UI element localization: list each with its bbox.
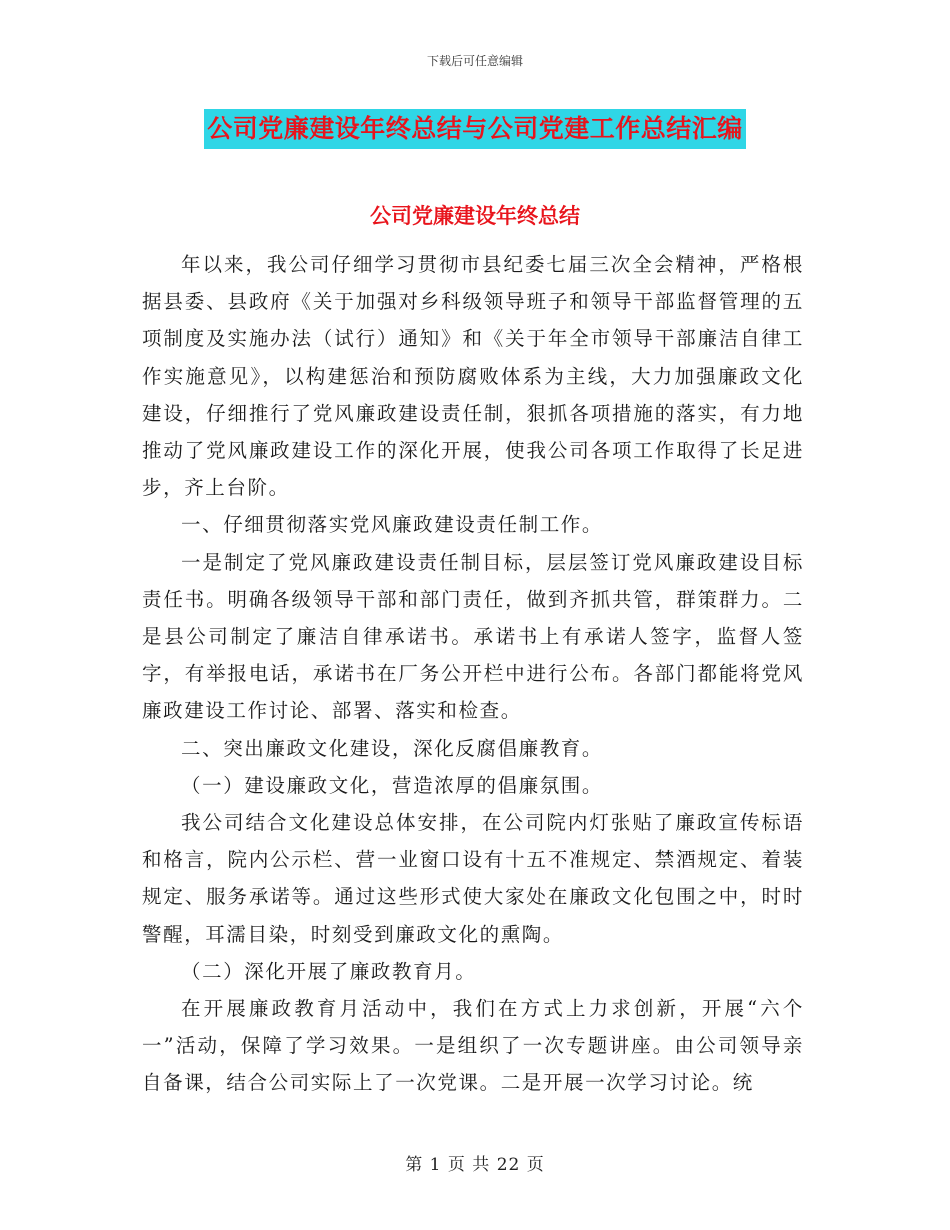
paragraph-heading-1: 一、仔细贯彻落实党风廉政建设责任制工作。	[181, 513, 604, 537]
section-title: 公司党廉建设年终总结	[370, 204, 580, 228]
paragraph-subheading-1: （一）建设廉政文化，营造浓厚的倡廉氛围。	[181, 773, 604, 797]
paragraph-culture: 我公司结合文化建设总体安排，在公司院内灯张贴了廉政宣传标语和格言，院内公示栏、营一业窗口设有十五不准规定、禁酒规定、着装规定、服务承诺等。通过这些形式使大家处在廉政文化包围之中，时时警醒，耳濡目染，时刻受到廉政文化的熏陶。	[142, 811, 804, 946]
paragraph-subheading-2: （二）深化开展了廉政教育月。	[181, 959, 477, 983]
document-body	[142, 246, 804, 1102]
main-title-container	[0, 109, 950, 149]
paragraph-responsibility: 一是制定了党风廉政建设责任制目标，层层签订党风廉政建设目标责任书。明确各级领导干部和部门责任，做到齐抓共管，群策群力。二是县公司制定了廉洁自律承诺书。承诺书上有承诺人签字，监督人签字，有举报电话，承诺书在厂务公开栏中进行公布。各部门都能将党风廉政建设工作讨论、部署、落实和检查。	[142, 550, 804, 723]
paragraph-heading-2: 二、突出廉政文化建设，深化反腐倡廉教育。	[181, 736, 604, 760]
header-note: 下载后可任意编辑	[426, 54, 523, 68]
paragraph-education-month: 在开展廉政教育月活动中，我们在方式上力求创新，开展“六个一”活动，保障了学习效果。一是组织了一次专题讲座。由公司领导亲自备课，结合公司实际上了一次党课。二是开展一次学习讨论。统	[142, 997, 804, 1095]
main-title: 公司党廉建设年终总结与公司党建工作总结汇编	[204, 109, 746, 149]
page-number: 第 1 页 共 22 页	[405, 1155, 545, 1175]
paragraph-intro: 年以来，我公司仔细学习贯彻市县纪委七届三次全会精神，严格根据县委、县政府《关于加强对乡科级领导班子和领导干部监督管理的五项制度及实施办法（试行）通知》和《关于年全市领导干部廉洁自律工作实施意见》，以构建惩治和预防腐败体系为主线，大力加强廉政文化建设，仔细推行了党风廉政建设责任制，狠抓各项措施的落实，有力地推动了党风廉政建设工作的深化开展，使我公司各项工作取得了长足进步，齐上台阶。	[142, 253, 804, 500]
